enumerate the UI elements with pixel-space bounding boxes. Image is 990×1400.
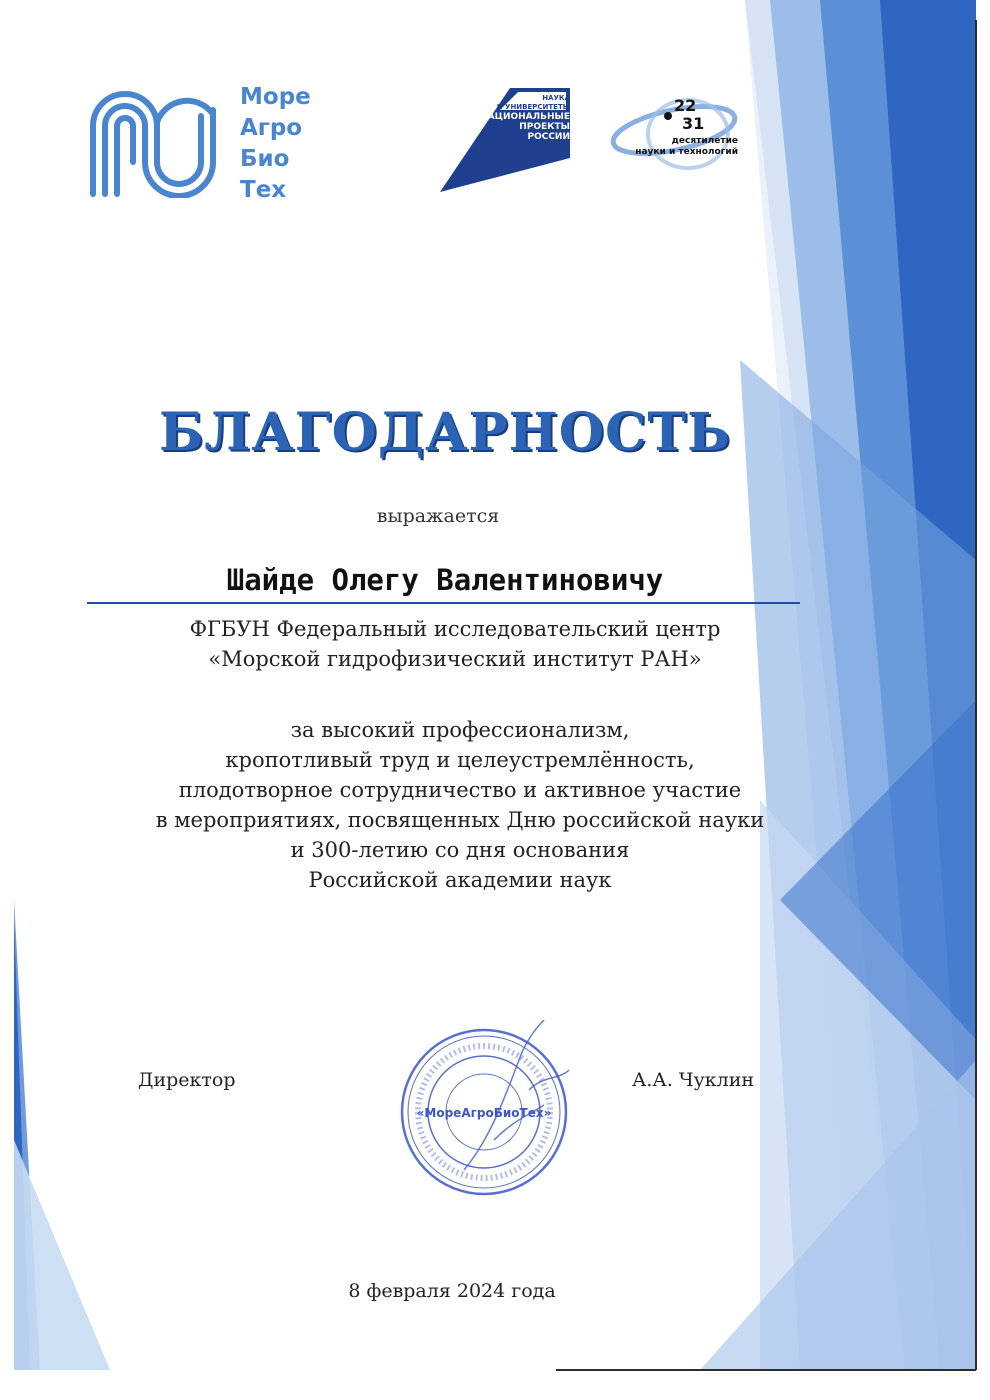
reason-line: и 300-летию со дня основания (290, 838, 630, 862)
logo-line-1: Море (240, 84, 311, 110)
organization-line: ФГБУН Федеральный исследовательский центр (189, 617, 721, 641)
expressed-text: выражается (376, 505, 500, 527)
reason-block (80, 715, 840, 895)
np-small-line-2: И УНИВЕРСИТЕТЫ (496, 103, 570, 111)
reason-line: в мероприятиях, посвященных Дню российской науки (155, 808, 765, 832)
decade-line-2: науки и технологий (635, 147, 738, 157)
recipient-name: Шайде Олегу Валентиновичу (226, 563, 664, 597)
logo-line-4: Тех (240, 177, 287, 203)
signer-name: А.А. Чуклин (632, 1069, 755, 1091)
reason-line: плодотворное сотрудничество и активное участие (178, 778, 742, 802)
logo-line-2: Агро (240, 115, 303, 141)
moreagrobiotech-logo (85, 80, 335, 203)
organization-line: «Морской гидрофизический институт РАН» (208, 647, 702, 671)
stamp-center-text: «МореАгроБиоТех» (416, 1106, 552, 1120)
reason-line: кропотливый труд и целеустремлённость, (225, 748, 695, 772)
np-big-line-2: ПРОЕКТЫ (519, 122, 570, 132)
recipient-underline (87, 602, 800, 604)
np-small-line-1: НАУКА (542, 94, 570, 102)
decade-of-science-logo (608, 90, 748, 180)
wave-mark-icon (85, 86, 225, 198)
np-big-line-1: НАЦИОНАЛЬНЫЕ (480, 112, 570, 122)
official-stamp (394, 1020, 574, 1200)
reason-line: Российской академии наук (308, 868, 612, 892)
np-big-line-3: РОССИИ (527, 132, 570, 142)
decade-line-1: десятилетие (671, 136, 738, 146)
reason-line: за высокий профессионализм, (290, 718, 630, 742)
organization-block (90, 614, 820, 674)
certificate-title: БЛАГОДАРНОСТЬ (158, 402, 732, 463)
logo-line-3: Био (240, 146, 290, 172)
national-projects-logo (440, 88, 575, 194)
signature-scribble (464, 1020, 569, 1170)
decade-year-top: 22 (674, 96, 697, 115)
decade-year-bottom: 31 (682, 114, 705, 133)
signer-position: Директор (138, 1069, 236, 1091)
certificate-date: 8 февраля 2024 года (348, 1280, 556, 1302)
